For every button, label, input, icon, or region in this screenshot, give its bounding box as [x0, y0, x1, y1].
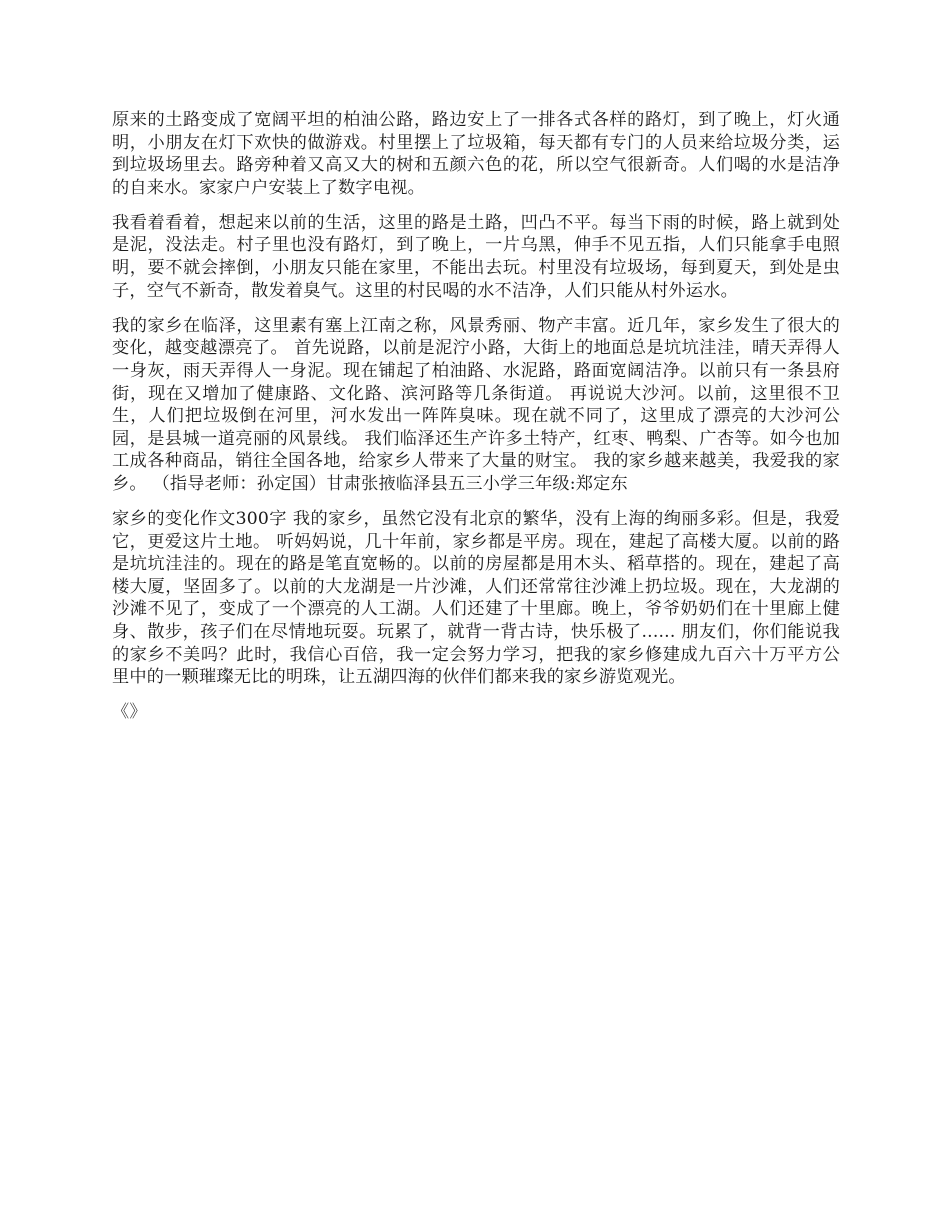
paragraph-hometown-essay: 家乡的变化作文300字 我的家乡，虽然它没有北京的繁华，没有上海的绚丽多彩。但是，我爱它，更爱这片土地。 听妈妈说，几十年前，家乡都是平房。现在，建起了高楼大厦。以前的路是坑坑洼洼的。现在的路是笔直宽畅的。以前的房屋都是用木头、稻草搭的。现在，建起了高楼大厦，坚固多了。以前的大龙湖是一片沙滩，人们还常常往沙滩上扔垃圾。现在，大龙湖的沙滩不见了，变成了一个漂亮的人工湖。人们还建了十里廊。晚上，爷爷奶奶们在十里廊上健身、散步，孩子们在尽情地玩耍。玩累了，就背一背古诗，快乐极了...... 朋友们，你们能说我的家乡不美吗？此时，我信心百倍，我一定会努力学习，把我的家乡修建成九百六十万平方公里中的一颗璀璨无比的明珠，让五湖四海的伙伴们都来我的家乡游览观光。 [112, 509, 840, 688]
paragraph-village-past: 我看着看着，想起来以前的生活，这里的路是土路，凹凸不平。每当下雨的时候，路上就到处是泥，没法走。村子里也没有路灯，到了晚上，一片乌黑，伸手不见五指，人们只能拿手电照明，要不就会摔倒，小朋友只能在家里，不能出去玩。村里没有垃圾场，每到夏天，到处是虫子，空气不新奇，散发着臭气。这里的村民喝的水不洁净，人们只能从村外运水。 [112, 212, 840, 301]
paragraph-village-now: 原来的土路变成了宽阔平坦的柏油公路，路边安上了一排各式各样的路灯，到了晚上，灯火通明，小朋友在灯下欢快的做游戏。村里摆上了垃圾箱，每天都有专门的人员来给垃圾分类，运到垃圾场里去。路旁种着又高又大的树和五颜六色的花，所以空气很新奇。人们喝的水是洁净的自来水。家家户户安装上了数字电视。 [112, 110, 840, 198]
paragraph-linze-hometown: 我的家乡在临泽，这里素有塞上江南之称，风景秀丽、物产丰富。近几年，家乡发生了很大的变化，越变越漂亮了。 首先说路，以前是泥泞小路，大街上的地面总是坑坑洼洼，晴天弄得人一身灰，雨天弄得人一身泥。现在铺起了柏油路、水泥路，路面宽阔洁净。以前只有一条县府街，现在又增加了健康路、文化路、滨河路等几条街道。 再说说大沙河。以前，这里很不卫生，人们把垃圾倒在河里，河水发出一阵阵臭味。现在就不同了，这里成了漂亮的大沙河公园，是县城一道亮丽的风景线。 我们临泽还生产许多土特产，红枣、鸭梨、广杏等。如今也加工成各种商品，销往全国各地，给家乡人带来了大量的财宝。 我的家乡越来越美，我爱我的家乡。 （指导老师：孙定国）甘肃张掖临泽县五三小学三年级:郑定东 [112, 315, 840, 494]
ending-mark: 《》 [112, 702, 147, 723]
document-page [112, 109, 840, 736]
